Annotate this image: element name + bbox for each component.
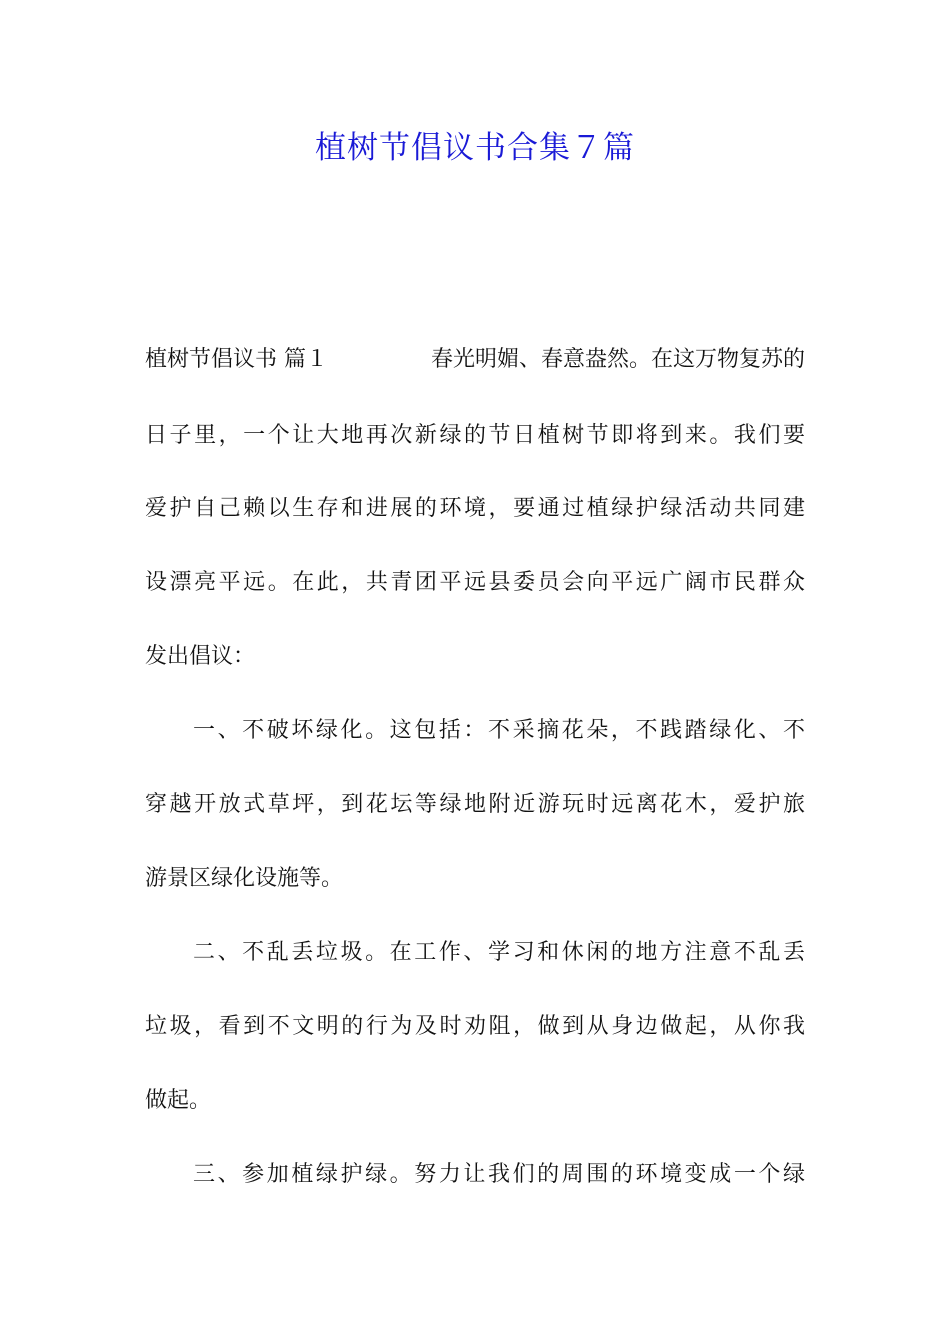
body-line: 设漂亮平远。在此，共青团平远县委员会向平远广阔市民群众 xyxy=(145,570,805,595)
section-heading: 植树节倡议书 篇１ xyxy=(145,347,328,372)
body-line: 三、参加植绿护绿。努力让我们的周围的环境变成一个绿 xyxy=(193,1162,805,1187)
body-line: 做起。 xyxy=(145,1088,212,1113)
document-title: 植树节倡议书合集７篇 xyxy=(315,130,635,166)
body-line: 发出倡议： xyxy=(145,644,256,669)
body-line: 一、不破坏绿化。这包括：不采摘花朵，不践踏绿化、不 xyxy=(193,718,805,743)
body-line: 爱护自己赖以生存和进展的环境，要通过植绿护绿活动共同建 xyxy=(145,496,805,521)
body-line: 垃圾，看到不文明的行为及时劝阻，做到从身边做起，从你我 xyxy=(145,1014,805,1039)
body-line: 穿越开放式草坪，到花坛等绿地附近游玩时远离花木，爱护旅 xyxy=(145,792,805,817)
body-line: 游景区绿化设施等。 xyxy=(145,866,344,891)
body-line: 二、不乱丢垃圾。在工作、学习和休闲的地方注意不乱丢 xyxy=(193,940,805,965)
body-line: 日子里，一个让大地再次新绿的节日植树节即将到来。我们要 xyxy=(145,423,805,448)
first-paragraph-line xyxy=(145,340,805,380)
opening-text: 春光明媚、春意盎然。在这万物复苏的 xyxy=(430,347,805,372)
